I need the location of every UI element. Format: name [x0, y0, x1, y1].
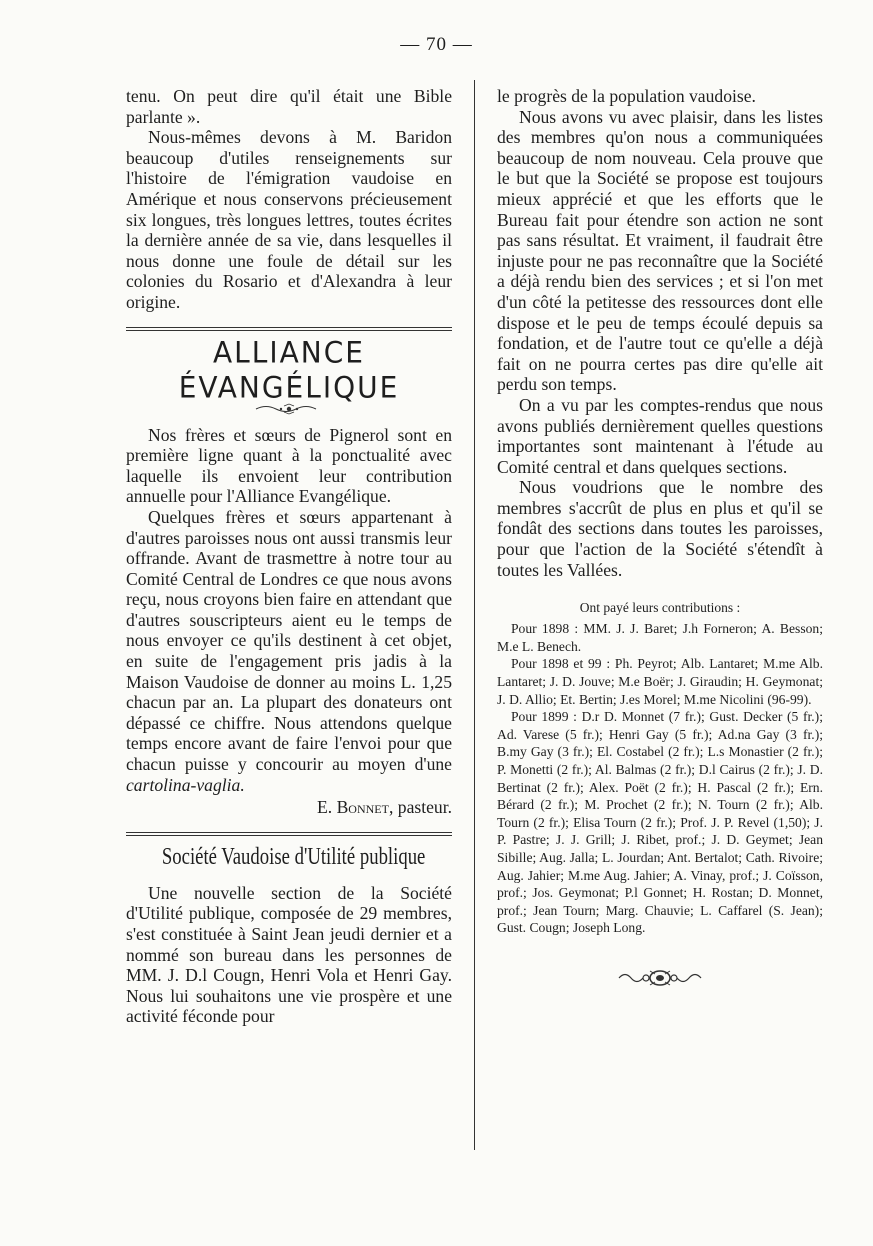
signature-role: , pasteur.	[388, 797, 452, 818]
right-column	[497, 86, 823, 989]
alliance-paragraph-2-text: Quelques frères et sœurs appartenant à d'autres paroisses nous ont aussi transmis leur offrande. Avant de trasmettre à notre tour au Comité Central de Londres ce que nous avons reçu, nous croyons bien faire en attendant que d'autres souscripteurs aient eu le temps de nous envoyer ce qu'ils destinent à cet objet, en suite de l'engagement pris jadis à la Maison Vaudoise de donner au moins L. 1,25 chacun par an. La plupart des donateurs ont dépassé ce chiffre. Nous attendons quelque temps encore avant de faire l'envoi pour que chacun puisse y concourir au moyen d'une	[126, 506, 452, 775]
signature-name: Bonnet	[336, 797, 389, 818]
contributions-1898: Pour 1898 : MM. J. J. Baret; J.h Forneron; A. Besson; M.e L. Benech.	[497, 621, 823, 654]
left-paragraph-2: Nous-mêmes devons à M. Baridon beaucoup d'utiles renseignements sur l'histoire de l'émigration vaudoise en Amérique et nous conservons précieusement six longues, très longues lettres, toutes écrites la dernière année de sa vie, dans lesquelles il nous donne une foule de détail sur les colonies du Rosario et d'Alexandra à leur origine.	[126, 127, 452, 312]
contributions-1899: Pour 1899 : D.r D. Monnet (7 fr.); Gust. Decker (5 fr.); Ad. Varese (5 fr.); Henri Gay (5 fr.); Ad.na Gay (3 fr.); B.my Gay (3 fr.); El. Costabel (2 fr.); L.s Monastier (2 fr.); P. Monetti (2 fr.); Al. Balmas (2 fr.); D.l Cairus (2 fr.); J. D. Bertinat (2 fr.); Alex. Poët (2 fr.); H. Pascal (2 fr.); Ern. Bérard (2 fr.); M. Prochet (2 fr.); N. Tourn (2 fr.); Alb. Tourn (2 fr.); Elisa Tourn (2 fr.); Prof. J. P. Revel (1,50); J. P. Pastre; J. J. Grill; J. Ribet, prof.; J. D. Geymet; Jean Sibille; Aug. Jalla; L. Jourdan; Ant. Bertalot; Cath. Rivoire; Aug. Jahier; M.me Aug. Jahier; A. Vinay, prof.; J. Coïsson, prof.; Jos. Geymonat; P.l Gonnet; H. Rostan; D. Monnet, prof.; Jean Tourn; Marg. Chauvie; L. Caffarel (S. Jean); Gust. Cougn; Joseph Long.	[497, 709, 823, 936]
right-paragraph-3: On a vu par les comptes-rendus que nous avons publiés dernièrement quelles questions importantes sont maintenant à l'étude au Comité central et dans quelques sections.	[497, 394, 823, 477]
column-divider	[474, 80, 475, 1150]
section-rule	[126, 327, 452, 331]
cartolina-vaglia: cartolina-vaglia.	[126, 774, 245, 795]
contributions-title: Ont payé leurs contributions :	[579, 600, 741, 616]
right-paragraph-2: Nous avons vu avec plaisir, dans les listes des membres qu'on nous a communiquées beaucoup de nom nouveau. Cela prouve que le but que la Société se propose est toujours mieux apprécié et que les efforts que le Bureau fait pour étendre son action ne sont pas sans résultat. Et vraiment, il faudrait être injuste pour ne pas reconnaître que la Société a déjà rendu bien des services ; et si l'on met d'un côté la petitesse des ressources dont elle dispose et le peu de temps écoulé depuis sa fondation, et de l'autre tout ce qu'elle a déjà fait on ne pourra certes pas dire qu'elle ait perdu son temps.	[497, 106, 823, 395]
right-paragraph-1: le progrès de la population vaudoise.	[497, 86, 756, 106]
right-paragraph-4: Nous voudrions que le nombre des membres s'accrût de plus en plus et qu'il se fondât des sections dans toutes les paroisses, pour que l'action de la Société s'étendît à toutes les Vallées.	[497, 477, 823, 580]
section-rule-2	[126, 832, 452, 836]
alliance-heading: ALLIANCE ÉVANGÉLIQUE	[178, 334, 400, 405]
societe-heading: Société Vaudoise d'Utilité publique	[161, 843, 426, 870]
left-paragraph-1: tenu. On peut dire qu'il était une Bible parlante ».	[126, 86, 452, 127]
alliance-paragraph-1: Nos frères et sœurs de Pignerol sont en première ligne quant à la ponctualité avec laquelle ils envoient leur contribution annuelle pour l'Alliance Evangélique.	[126, 424, 452, 507]
societe-paragraph-1: Une nouvelle section de la Société d'Utilité publique, composée de 29 membres, s'est constituée à Saint Jean jeudi dernier et a nommé son bureau dans les personnes de MM. J. D.l Cougn, Henri Vola et Henri Gay. Nous lui souhaitons une vie prospère et une activité féconde pour	[126, 882, 452, 1027]
ornament-vignette-icon	[615, 967, 705, 989]
signature-initial: E.	[317, 797, 337, 818]
page-number: — 70 —	[400, 34, 473, 55]
left-column	[126, 86, 452, 1027]
signature	[126, 797, 452, 818]
alliance-paragraph-2	[126, 507, 452, 795]
contributions-1898-99: Pour 1898 et 99 : Ph. Peyrot; Alb. Lantaret; M.me Alb. Lantaret; J. D. Jouve; M.e Boër; J. Giraudin; H. Geymonat; J. D. Allio; Et. Bertin; J.es Morel; M.me Nicolini (96-99).	[497, 656, 823, 707]
